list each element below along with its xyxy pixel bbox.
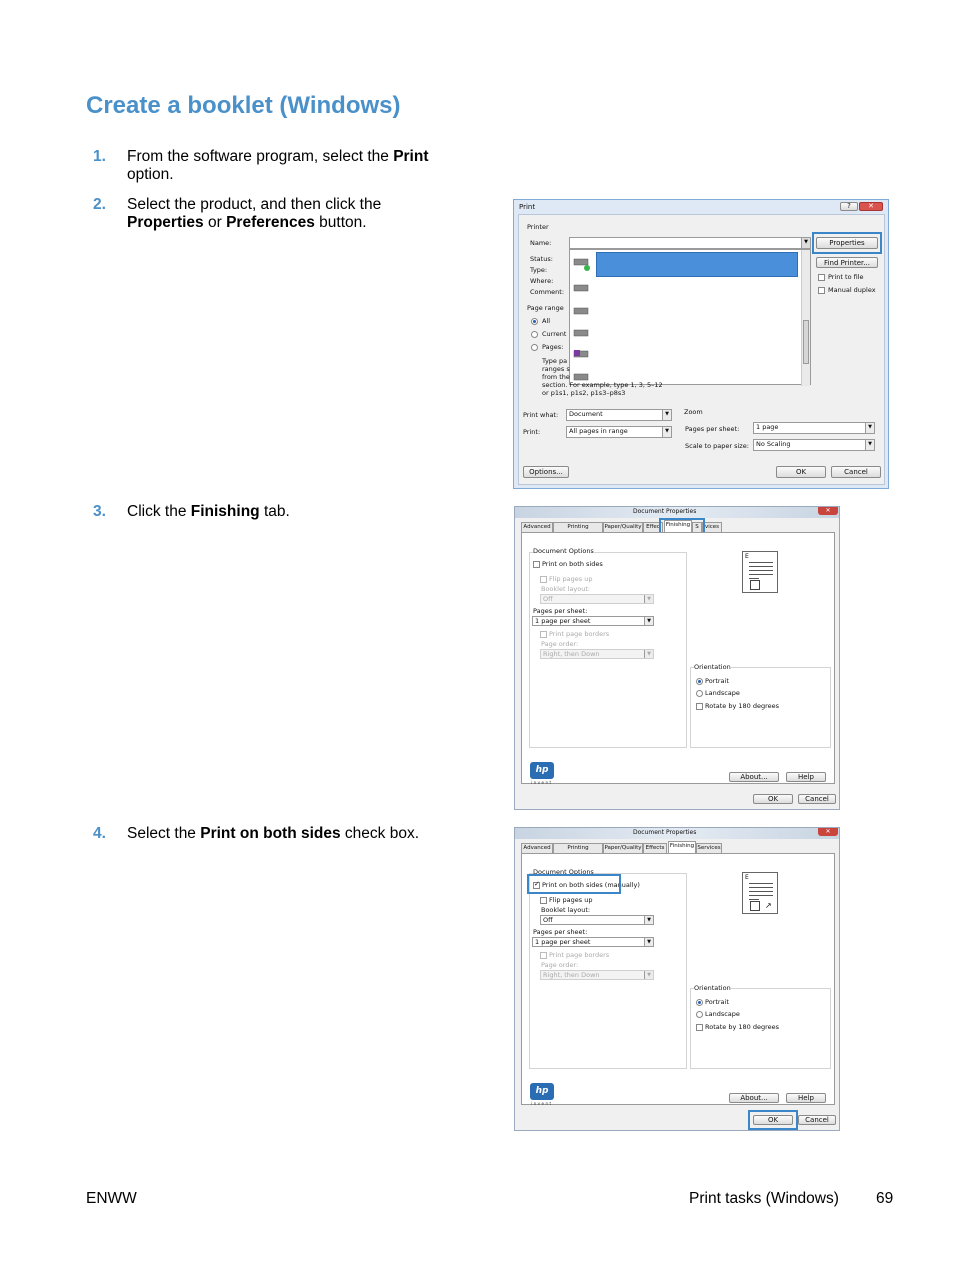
page-order-select[interactable]: Right, then Down ▼: [540, 970, 654, 980]
tab-finishing[interactable]: Finishing: [668, 841, 696, 853]
tab-advanced[interactable]: Advanced: [521, 522, 553, 532]
tab-s[interactable]: S: [692, 522, 702, 532]
chevron-down-icon[interactable]: ▼: [865, 440, 874, 450]
step-number: 4.: [93, 825, 106, 842]
about-button[interactable]: About...: [729, 772, 779, 782]
scrollbar[interactable]: [801, 250, 810, 386]
print-dialog-body: Printer Name: Status: Type: Where: Comment: ▼ Properties Find Printer... Print to file Manual duplex Page range All Current Pages: Type pa ranges s from the section. For example, type 1, 3, 5–12 or p1s1, p1s2, p1s3–p8s3 Print what: Document ▼ Print: All pages in range ▼ Zoom Pages per sheet: 1 page ▼ Scale to paper size: No Scaling ▼ Options... OK Cancel: [518, 214, 885, 485]
dialog-title: Print: [519, 203, 536, 211]
page-preview-icon: E: [742, 551, 778, 593]
portrait-radio[interactable]: [696, 999, 703, 1006]
close-icon[interactable]: ✕: [859, 202, 883, 211]
tab-advanced[interactable]: Advanced: [521, 843, 553, 853]
booklet-layout-select[interactable]: Off ▼: [540, 594, 654, 604]
ok-button[interactable]: OK: [776, 466, 826, 478]
tab-paper-quality[interactable]: Paper/Quality: [604, 845, 642, 851]
portrait-radio[interactable]: [696, 678, 703, 685]
chevron-down-icon[interactable]: ▼: [801, 238, 810, 248]
chevron-down-icon[interactable]: ▼: [644, 916, 653, 924]
step-number: 3.: [93, 503, 106, 520]
print-to-file-checkbox[interactable]: [818, 274, 825, 281]
rotate-180-checkbox[interactable]: [696, 1024, 703, 1031]
tab-services[interactable]: Services: [697, 845, 721, 851]
chevron-down-icon[interactable]: ▼: [644, 938, 653, 946]
tab-printing-shortcuts[interactable]: Printing: [553, 522, 603, 532]
properties-button[interactable]: Properties: [816, 237, 878, 249]
step-number: 1.: [93, 148, 106, 165]
page-preview-icon: E ↗: [742, 872, 778, 914]
finishing-panel: Document Options Print on both sides Flip pages up Booklet layout: Off ▼ Pages per sheet: 1 page per sheet ▼ Print page borders Page order: Right, then Down ▼ E Orientation Portrait Landscape Rotate by 180 degrees hp invent About... Help: [521, 532, 835, 784]
flip-pages-up-checkbox[interactable]: [540, 897, 547, 904]
tab-paper-quality[interactable]: Paper/Quality: [604, 524, 642, 530]
rotate-180-checkbox[interactable]: [696, 703, 703, 710]
ok-button[interactable]: OK: [753, 794, 793, 804]
chevron-down-icon[interactable]: ▼: [644, 650, 653, 658]
chevron-down-icon[interactable]: ▼: [662, 427, 671, 437]
page-order-select[interactable]: Right, then Down ▼: [540, 649, 654, 659]
printer-name-select[interactable]: [569, 237, 811, 249]
chevron-down-icon[interactable]: ▼: [644, 595, 653, 603]
close-icon[interactable]: ✕: [818, 507, 838, 515]
printer-dropdown-list[interactable]: [569, 249, 811, 385]
hp-logo: hp: [530, 762, 554, 779]
footer-left: ENWW: [86, 1190, 137, 1207]
print-select[interactable]: All pages in range ▼: [566, 426, 672, 438]
about-button[interactable]: About...: [729, 1093, 779, 1103]
manual-duplex-checkbox[interactable]: [818, 287, 825, 294]
help-button[interactable]: Help: [786, 772, 826, 782]
print-what-select[interactable]: Document ▼: [566, 409, 672, 421]
pages-per-sheet-select[interactable]: 1 page per sheet ▼: [532, 937, 654, 947]
chevron-down-icon[interactable]: ▼: [644, 617, 653, 625]
close-icon[interactable]: ✕: [818, 828, 838, 836]
hp-logo: hp: [530, 1083, 554, 1100]
pages-radio[interactable]: [531, 344, 538, 351]
tab-services[interactable]: vices: [702, 522, 722, 532]
document-properties-screenshot-both-sides: Document Properties ✕ Advanced Printing Paper/Quality Effects Finishing Services Document Options ✓ Print on both sides (manually) Flip pages up Booklet layout: Off ▼ Pages per sheet: 1 page per sheet ▼ Print page borders Page order: Right, then Down ▼ E ↗ Orientation Portrait Landscape Rotate by 180 degrees hp invent About... Help OK Cancel: [514, 827, 840, 1131]
footer-section-title: Print tasks (Windows): [689, 1190, 839, 1207]
landscape-radio[interactable]: [696, 1011, 703, 1018]
print-page-borders-checkbox[interactable]: [540, 952, 547, 959]
print-both-sides-checkbox[interactable]: [533, 561, 540, 568]
find-printer-button[interactable]: Find Printer...: [816, 257, 878, 268]
printer-icons: [570, 250, 594, 386]
ok-button-highlight: [748, 1110, 798, 1130]
cancel-button[interactable]: Cancel: [831, 466, 881, 478]
landscape-radio[interactable]: [696, 690, 703, 697]
selected-printer-row[interactable]: [596, 252, 798, 277]
tab-effects[interactable]: Effec: [643, 522, 663, 532]
booklet-layout-select[interactable]: Off ▼: [540, 915, 654, 925]
chevron-down-icon[interactable]: ▼: [662, 410, 671, 420]
chevron-down-icon[interactable]: ▼: [865, 423, 874, 433]
print-dialog-screenshot: [513, 199, 889, 489]
document-properties-screenshot-finishing-tab: Document Properties ✕ Advanced Printing Paper/Quality Effec Finishing S vices Document Options Print on both sides Flip pages up Booklet layout: Off ▼ Pages per sheet: 1 page per sheet ▼ Print page borders Page order: Right, then Down ▼ E Orientation Portrait Landscape Rotate by 180 degrees hp invent About... Help OK Cancel: [514, 506, 840, 810]
pages-per-sheet-select[interactable]: 1 page per sheet ▼: [532, 616, 654, 626]
duplex-arrow-icon: ↗: [765, 901, 772, 910]
chevron-down-icon[interactable]: ▼: [644, 971, 653, 979]
options-button[interactable]: Options...: [523, 466, 569, 478]
tab-effects[interactable]: Effects: [643, 843, 667, 853]
finishing-panel: Document Options ✓ Print on both sides (manually) Flip pages up Booklet layout: Off ▼ Pages per sheet: 1 page per sheet ▼ Print page borders Page order: Right, then Down ▼ E ↗ Orientation Portrait Landscape Rotate by 180 degrees hp invent About... Help: [521, 853, 835, 1105]
tab-finishing[interactable]: Finishing: [664, 520, 692, 532]
pages-per-sheet-select[interactable]: 1 page ▼: [753, 422, 875, 434]
tab-printing-shortcuts[interactable]: Printing: [553, 843, 603, 853]
scale-select[interactable]: No Scaling ▼: [753, 439, 875, 451]
help-button[interactable]: Help: [786, 1093, 826, 1103]
all-pages-radio[interactable]: [531, 318, 538, 325]
properties-highlight: [812, 232, 882, 254]
page-number: 69: [876, 1190, 894, 1207]
print-both-sides-highlight: [527, 874, 621, 894]
cancel-button[interactable]: Cancel: [798, 1115, 836, 1125]
current-page-radio[interactable]: [531, 331, 538, 338]
flip-pages-up-checkbox[interactable]: [540, 576, 547, 583]
step-number: 2.: [93, 196, 106, 213]
print-page-borders-checkbox[interactable]: [540, 631, 547, 638]
ok-button[interactable]: OK: [753, 1115, 793, 1125]
cancel-button[interactable]: Cancel: [798, 794, 836, 804]
help-button[interactable]: ?: [840, 202, 858, 211]
page-title: Create a booklet (Windows): [86, 92, 401, 119]
